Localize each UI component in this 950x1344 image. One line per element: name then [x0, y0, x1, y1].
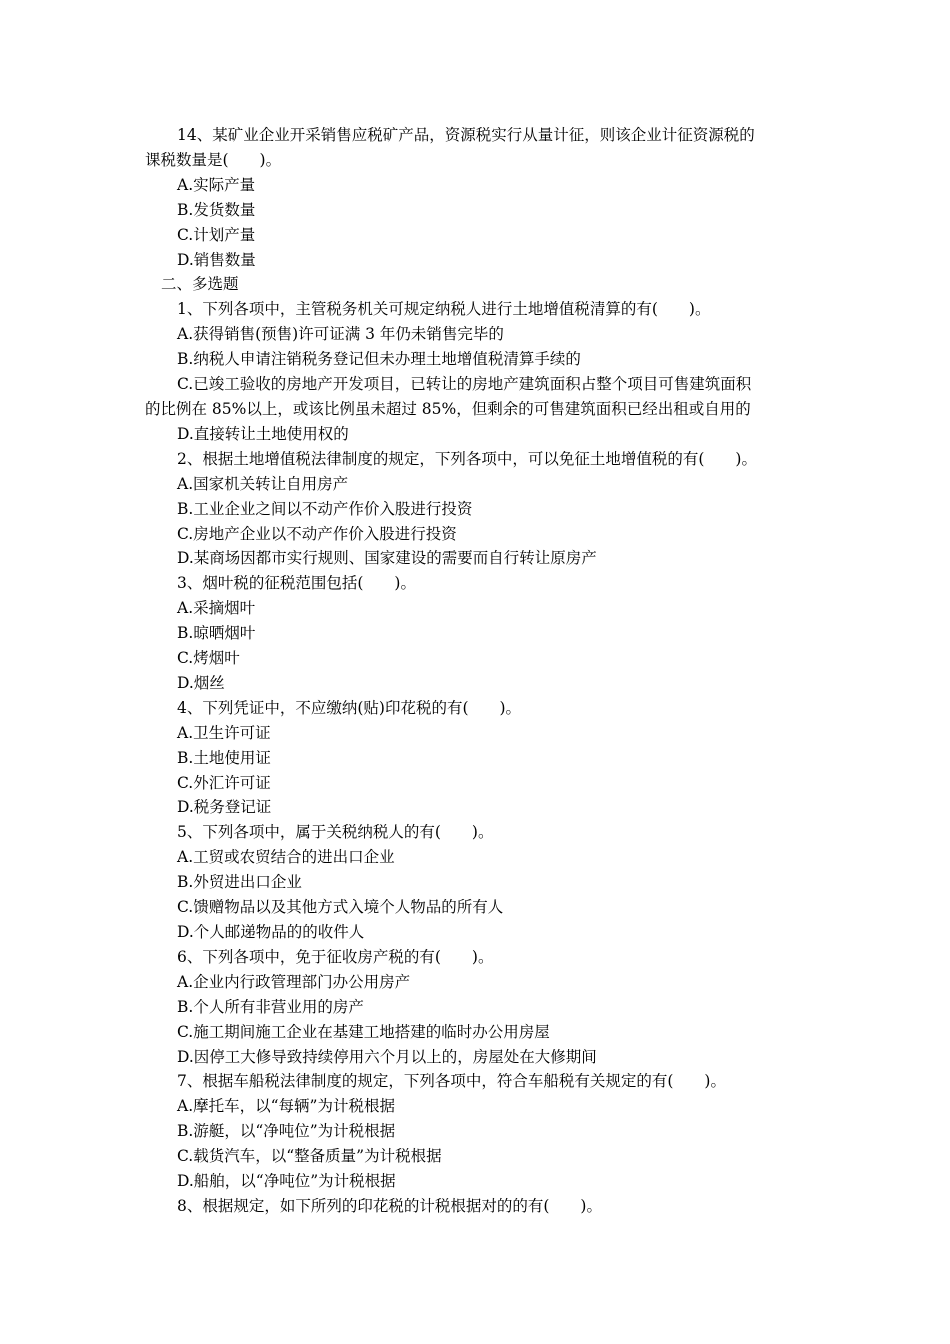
q14-stem-line2: 课税数量是( )。 [145, 150, 282, 169]
m4-option-d: D.税务登记证 [177, 798, 272, 817]
m7-option-b: B.游艇，以“净吨位”为计税根据 [177, 1122, 396, 1141]
m7-option-a: A.摩托车，以“每辆”为计税根据 [177, 1097, 395, 1116]
m1-option-c-line1: C.已竣工验收的房地产开发项目，已转让的房地产建筑面积占整个项目可售建筑面积 [177, 375, 752, 394]
m2-option-b: B.工业企业之间以不动产作价入股进行投资 [177, 499, 473, 518]
m2-option-c: C.房地产企业以不动产作价入股进行投资 [177, 524, 457, 543]
m5-option-b: B.外贸进出口企业 [177, 873, 302, 892]
m2-option-d: D.某商场因都市实行规则、国家建设的需要而自行转让原房产 [177, 549, 597, 568]
m1-option-b: B.纳税人申请注销税务登记但未办理土地增值税清算手续的 [177, 350, 581, 369]
m3-option-d: D.烟丝 [177, 673, 225, 692]
q14-option-d: D.销售数量 [177, 250, 256, 269]
m5-option-c: C.馈赠物品以及其他方式入境个人物品的所有人 [177, 898, 504, 917]
m6-option-c: C.施工期间施工企业在基建工地搭建的临时办公用房屋 [177, 1022, 550, 1041]
m1-option-c-line2: 的比例在 85%以上，或该比例虽未超过 85%，但剩余的可售建筑面积已经出租或自用的 [145, 399, 751, 418]
m3-option-c: C.烤烟叶 [177, 649, 240, 668]
section-title: 二、多选题 [161, 275, 239, 294]
m4-option-a: A.卫生许可证 [177, 723, 271, 742]
m5-question: 5、下列各项中，属于关税纳税人的有( )。 [177, 823, 494, 842]
m4-option-b: B.土地使用证 [177, 748, 271, 767]
m2-question: 2、根据土地增值税法律制度的规定，下列各项中，可以免征土地增值税的有( )。 [177, 449, 757, 468]
m2-option-a: A.国家机关转让自用房产 [177, 474, 349, 493]
m4-question: 4、下列凭证中，不应缴纳(贴)印花税的有( )。 [177, 698, 522, 717]
m7-option-c: C.载货汽车，以“整备质量”为计税根据 [177, 1147, 442, 1166]
m6-question: 6、下列各项中，免于征收房产税的有( )。 [177, 947, 494, 966]
m5-option-d: D.个人邮递物品的的收件人 [177, 923, 365, 941]
q14-option-a: A.实际产量 [177, 175, 256, 194]
m8-question: 8、根据规定，如下所列的印花税的计税根据对的的有( )。 [177, 1196, 602, 1215]
m6-option-d: D.因停工大修导致持续停用六个月以上的，房屋处在大修期间 [177, 1047, 597, 1066]
m3-option-a: A.采摘烟叶 [177, 599, 256, 618]
m6-option-a: A.企业内行政管理部门办公用房产 [177, 972, 411, 991]
m1-option-a: A.获得销售(预售)许可证满 3 年仍未销售完毕的 [177, 325, 504, 344]
q14-stem-line1: 14、某矿业企业开采销售应税矿产品，资源税实行从量计征，则该企业计征资源税的 [177, 126, 755, 144]
document-page [145, 123, 810, 1219]
m3-option-b: B.晾晒烟叶 [177, 624, 256, 643]
m1-question: 1、下列各项中，主管税务机关可规定纳税人进行土地增值税清算的有( )。 [177, 300, 711, 319]
m3-question: 3、烟叶税的征税范围包括( )。 [177, 574, 416, 593]
m7-option-d: D.船舶，以“净吨位”为计税根据 [177, 1172, 396, 1191]
q14-option-c: C.计划产量 [177, 225, 256, 244]
m4-option-c: C.外汇许可证 [177, 773, 271, 792]
m1-option-d: D.直接转让土地使用权的 [177, 424, 349, 443]
q14-option-b: B.发货数量 [177, 200, 256, 219]
m6-option-b: B.个人所有非营业用的房产 [177, 997, 364, 1016]
m5-option-a: A.工贸或农贸结合的进出口企业 [177, 848, 395, 867]
m7-question: 7、根据车船税法律制度的规定，下列各项中，符合车船税有关规定的有( )。 [177, 1072, 726, 1091]
